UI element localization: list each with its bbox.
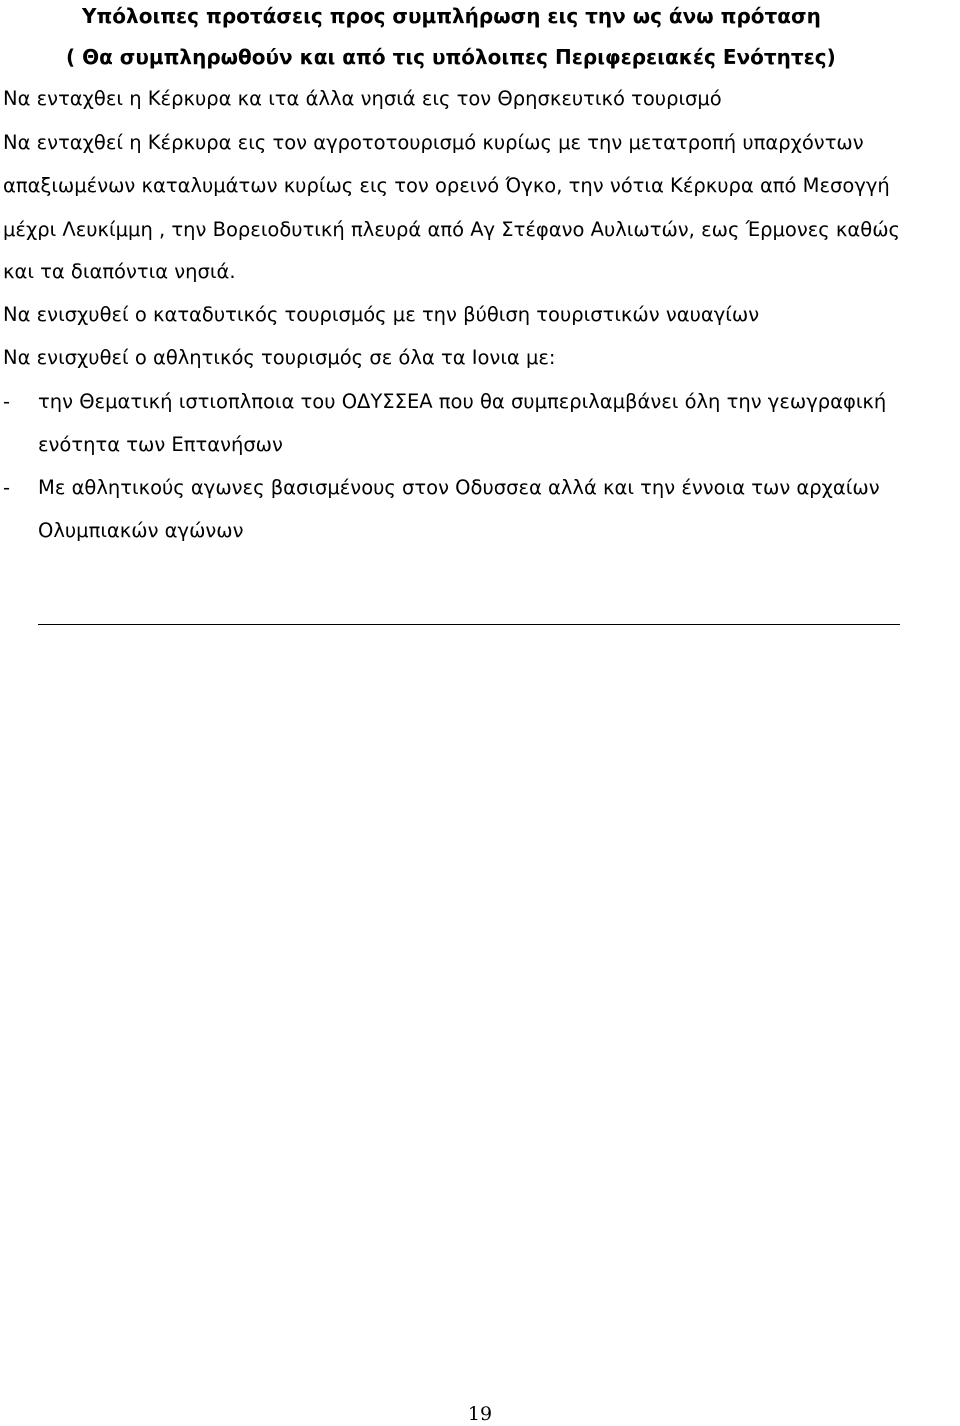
heading-line-1: Υπόλοιπες προτάσεις προς συμπλήρωση εις την ως άνω πρόταση (82, 4, 821, 28)
heading-line-2: ( Θα συμπληρωθούν και από τις υπόλοιπες Περιφερειακές Ενότητες) (66, 45, 836, 69)
paragraph-agrotourism-line-2: απαξιωμένων καταλυμάτων κυρίως εις τον ορεινό Όγκο, την νότια Κέρκυρα από Μεσογγή (3, 174, 890, 197)
paragraph-religious-tourism: Να ενταχθει η Κέρκυρα κα ιτα άλλα νησιά εις τον Θρησκευτικό τουρισμό (3, 87, 722, 110)
bullet-1-line-1: την Θεματική ιστιοπλποια του ΟΔΥΣΣΕΑ που θα συμπεριλαμβάνει όλη την γεωγραφική (38, 390, 887, 413)
paragraph-agrotourism-line-1: Να ενταχθεί η Κέρκυρα εις τον αγροτοτουρισμό κυρίως με την μετατροπή υπαρχόντων (3, 131, 864, 154)
separator-line (38, 624, 900, 625)
bullet-2-line-2: Ολυμπιακών αγώνων (38, 519, 244, 542)
bullet-dash: - (3, 476, 11, 499)
bullet-1-line-2: ενότητα των Επτανήσων (38, 433, 283, 456)
page-number: 19 (467, 1403, 493, 1425)
bullet-dash: - (3, 390, 11, 413)
paragraph-agrotourism-line-4: και τα διαπόντια νησιά. (3, 260, 236, 283)
bullet-2-line-1: Με αθλητικούς αγωνες βασισμένους στον Οδυσσεα αλλά και την έννοια των αρχαίων (38, 476, 880, 499)
paragraph-sports-tourism: Να ενισχυθεί ο αθλητικός τουρισμός σε όλα τα Ιονια με: (3, 346, 556, 369)
paragraph-agrotourism-line-3: μέχρι Λευκίμμη , την Βορειοδυτική πλευρά από Αγ Στέφανο Αυλιωτών, εως Έρμονες καθώς (3, 218, 900, 241)
paragraph-diving-tourism: Να ενισχυθεί ο καταδυτικός τουρισμός με την βύθιση τουριστικών ναυαγίων (3, 303, 760, 326)
